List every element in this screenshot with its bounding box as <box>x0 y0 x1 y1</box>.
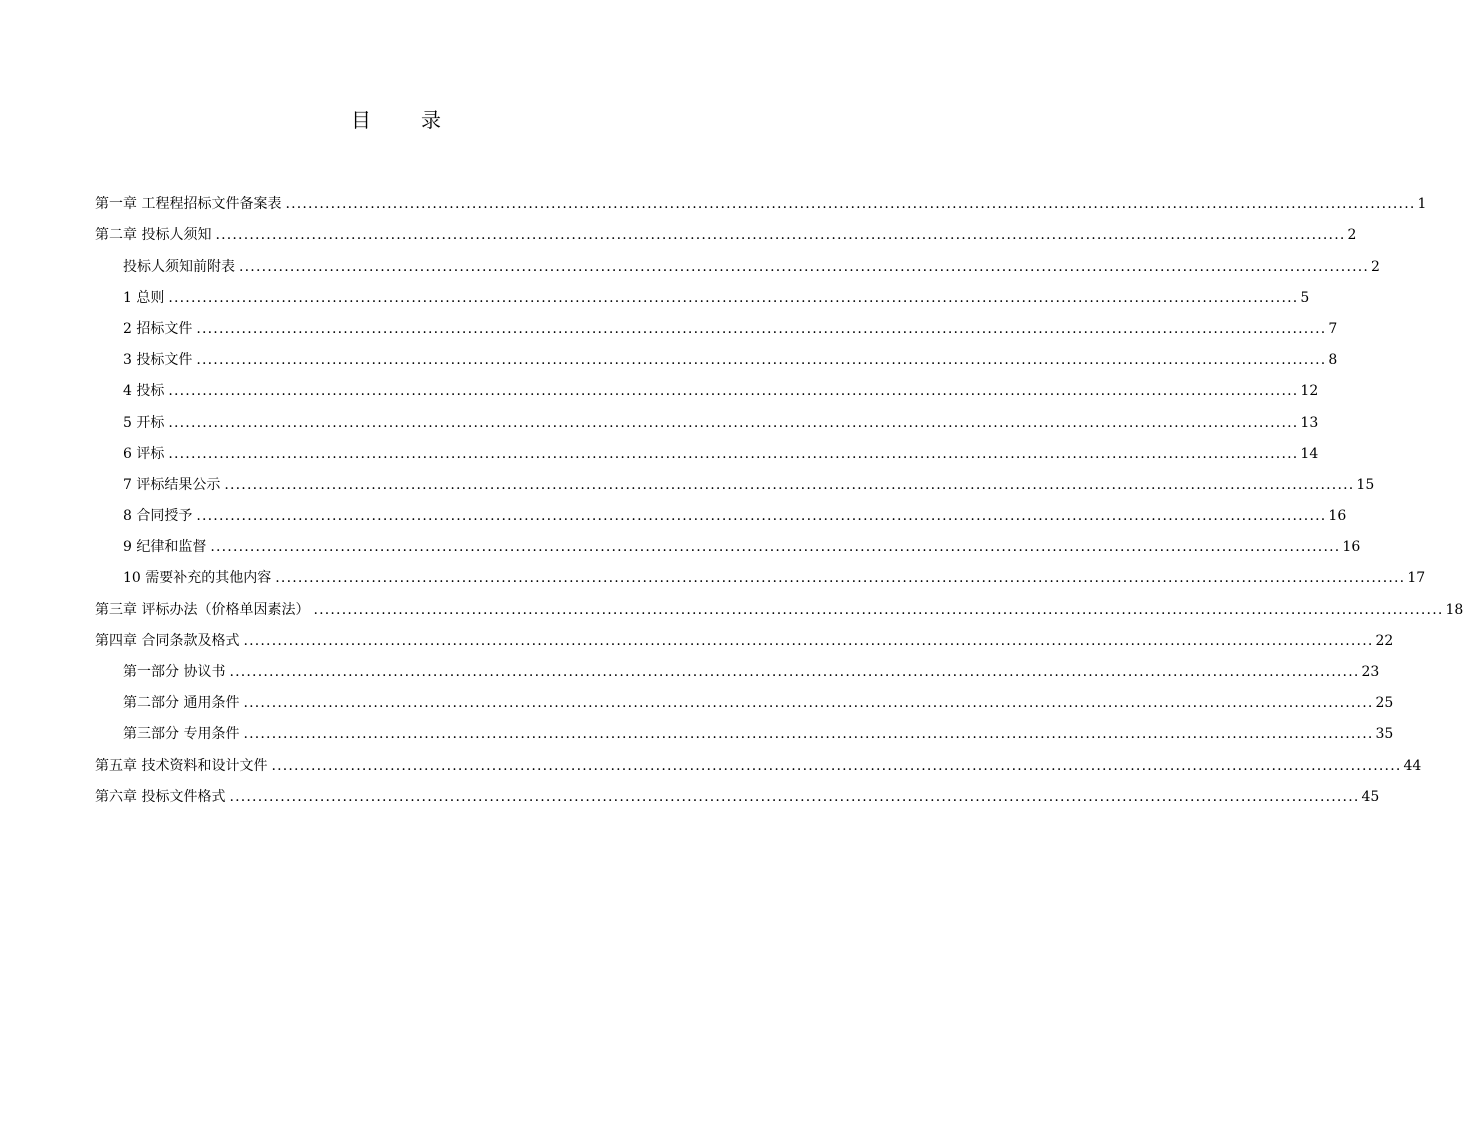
toc-entry-label: 第五章 技术资料和设计文件 <box>95 757 268 774</box>
toc-entry-label: 第二章 投标人须知 <box>95 227 212 244</box>
toc-entry[interactable] <box>95 743 1422 774</box>
toc-entry[interactable] <box>95 432 1319 463</box>
table-of-contents <box>95 182 1463 806</box>
toc-dot-leader: ........................................................................................................................................................................................................ <box>210 539 1341 556</box>
toc-entry-label: 第三章 评标办法（价格单因素法） <box>95 601 310 618</box>
toc-dot-leader: ........................................................................................................................................................................................................ <box>224 476 1355 493</box>
toc-entry[interactable] <box>95 775 1380 806</box>
toc-entry-label: 第二部分 通用条件 <box>123 695 240 712</box>
toc-entry-label: 第一章 工程程招标文件备案表 <box>95 196 282 213</box>
toc-entry-label: 6 评标 <box>123 445 165 462</box>
toc-page-number: 16 <box>1342 539 1361 556</box>
toc-entry[interactable] <box>95 182 1427 213</box>
toc-entry[interactable] <box>95 400 1319 431</box>
toc-page-number: 14 <box>1300 445 1319 462</box>
toc-page-number: 8 <box>1328 352 1338 369</box>
toc-entry[interactable] <box>95 276 1310 307</box>
toc-entry[interactable] <box>95 525 1361 556</box>
title-char-2: 录 <box>421 108 443 132</box>
toc-entry[interactable] <box>95 338 1338 369</box>
title-char-1: 目 <box>351 108 373 132</box>
toc-dot-leader: ........................................................................................................................................................................................................ <box>168 414 1299 431</box>
toc-entry-label: 第四章 合同条款及格式 <box>95 632 240 649</box>
toc-dot-leader: ........................................................................................................................................................................................................ <box>168 445 1299 462</box>
toc-page-number: 2 <box>1371 258 1380 275</box>
toc-entry-label: 9 纪律和监督 <box>123 539 207 556</box>
toc-dot-leader: ........................................................................................................................................................................................................ <box>229 664 1360 680</box>
toc-page-number: 23 <box>1361 664 1380 680</box>
toc-dot-leader: ........................................................................................................................................................................................................ <box>243 726 1374 743</box>
toc-dot-leader: ........................................................................................................................................................................................................ <box>243 632 1374 649</box>
toc-dot-leader: ........................................................................................................................................................................................................ <box>239 258 1370 275</box>
toc-page-number: 44 <box>1403 757 1422 774</box>
toc-entry-label: 8 合同授予 <box>123 508 193 525</box>
toc-dot-leader: ........................................................................................................................................................................................................ <box>196 508 1327 525</box>
toc-entry[interactable] <box>95 681 1394 712</box>
toc-entry[interactable] <box>95 463 1375 494</box>
toc-entry[interactable] <box>95 244 1380 275</box>
toc-dot-leader: ........................................................................................................................................................................................................ <box>168 289 1299 306</box>
toc-page-number: 16 <box>1328 508 1347 525</box>
toc-page-number: 22 <box>1375 632 1394 649</box>
toc-page-number: 17 <box>1407 570 1426 587</box>
toc-entry[interactable] <box>95 587 1463 618</box>
toc-dot-leader: ........................................................................................................................................................................................................ <box>196 320 1327 337</box>
toc-entry-label: 1 总则 <box>123 289 165 306</box>
toc-entry[interactable] <box>95 369 1319 400</box>
toc-entry[interactable] <box>95 650 1380 681</box>
toc-entry-label: 5 开标 <box>123 414 165 431</box>
toc-page-number: 15 <box>1356 476 1375 493</box>
toc-entry-label: 第一部分 协议书 <box>123 664 226 680</box>
toc-page-number: 2 <box>1347 227 1357 244</box>
toc-dot-leader: ........................................................................................................................................................................................................ <box>196 352 1327 369</box>
toc-entry-label: 10 需要补充的其他内容 <box>123 570 272 587</box>
toc-page-number: 12 <box>1300 383 1319 400</box>
toc-entry[interactable] <box>95 556 1426 587</box>
toc-dot-leader: ........................................................................................................................................................................................................ <box>243 695 1374 712</box>
toc-entry[interactable] <box>95 619 1394 650</box>
toc-dot-leader: ........................................................................................................................................................................................................ <box>168 383 1299 400</box>
toc-page-number: 1 <box>1417 196 1427 213</box>
page-title <box>0 104 794 133</box>
toc-dot-leader: ........................................................................................................................................................................................................ <box>229 788 1360 805</box>
toc-entry-label: 3 投标文件 <box>123 352 193 369</box>
toc-entry[interactable] <box>95 213 1357 244</box>
toc-dot-leader: ........................................................................................................................................................................................................ <box>271 757 1402 774</box>
toc-entry-label: 第三部分 专用条件 <box>123 726 240 743</box>
toc-entry-label: 4 投标 <box>123 383 165 400</box>
toc-entry-label: 投标人须知前附表 <box>123 258 235 275</box>
toc-page-number: 13 <box>1300 414 1319 431</box>
toc-page-number: 18 <box>1445 601 1463 618</box>
toc-page-number: 5 <box>1300 289 1310 306</box>
toc-dot-leader: ........................................................................................................................................................................................................ <box>215 227 1346 244</box>
toc-page-number: 7 <box>1328 320 1338 337</box>
toc-entry[interactable] <box>95 494 1347 525</box>
toc-entry[interactable] <box>95 712 1394 743</box>
toc-page-number: 45 <box>1361 788 1380 805</box>
toc-page-number: 25 <box>1375 695 1394 712</box>
toc-page-number: 35 <box>1375 726 1394 743</box>
toc-entry[interactable] <box>95 307 1338 338</box>
toc-entry-label: 7 评标结果公示 <box>123 476 221 493</box>
toc-dot-leader: ........................................................................................................................................................................................................ <box>313 601 1444 618</box>
toc-dot-leader: ........................................................................................................................................................................................................ <box>285 196 1416 213</box>
toc-entry-label: 2 招标文件 <box>123 320 193 337</box>
toc-entry-label: 第六章 投标文件格式 <box>95 788 226 805</box>
toc-dot-leader: ........................................................................................................................................................................................................ <box>275 570 1406 587</box>
